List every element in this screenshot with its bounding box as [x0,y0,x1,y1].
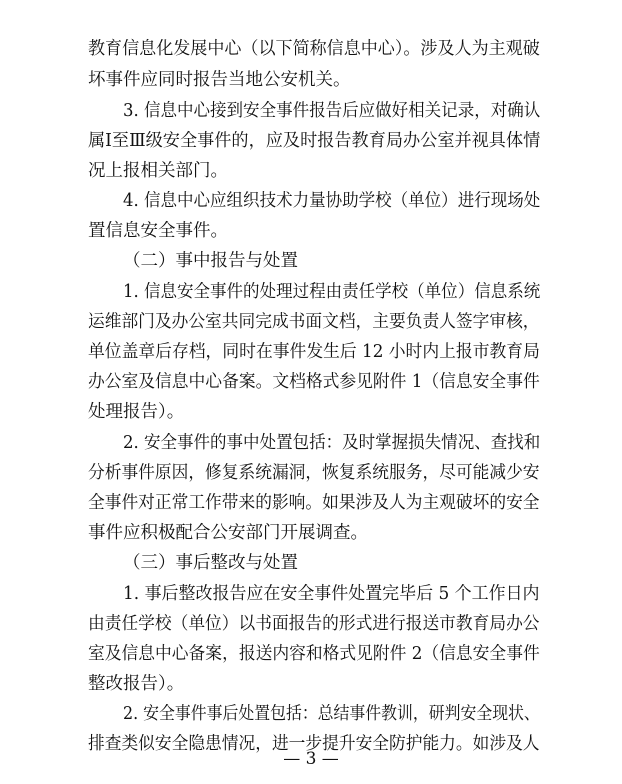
text-line: 3. 信息中心接到安全事件报告后应做好相关记录，对确认 [123,101,541,121]
text-line: 4. 信息中心应组织技术力量协助学校（单位）进行现场处 [123,191,541,211]
text-line: 排查类似安全隐患情况，进一步提升安全防护能力。如涉及人 [88,734,540,754]
text-line: 况上报相关部门。 [88,161,228,181]
text-line: 整改报告）。 [88,674,185,694]
text-line: 事件应积极配合公安部门开展调查。 [88,523,368,543]
text-line: 坏事件应同时报告当地公安机关。 [88,70,351,90]
section-heading: （二）事中报告与处置 [123,251,298,271]
page-number: — 3 — [283,749,339,769]
text-line: 2. 安全事件的事中处置包括：及时掌握损失情况、查找和 [123,433,541,453]
text-line: 室及信息中心备案，报送内容和格式见附件 2（信息安全事件 [88,644,540,664]
text-line: 置信息安全事件。 [88,221,228,241]
text-line: 处理报告）。 [88,402,185,422]
text-line: 1. 事后整改报告应在安全事件处置完毕后 5 个工作日内 [123,584,540,604]
text-line: 属Ⅰ至Ⅲ级安全事件的，应及时报告教育局办公室并视具体情 [88,131,541,151]
text-line: 由责任学校（单位）以书面报告的形式进行报送市教育局办公 [88,614,540,634]
text-line: 全事件对正常工作带来的影响。如果涉及人为主观破坏的安全 [88,493,540,513]
text-line: 教育信息化发展中心（以下简称信息中心）。涉及人为主观破 [88,39,540,59]
text-line: 2. 安全事件事后处置包括：总结事件教训，研判安全现状、 [123,704,540,724]
text-line: 单位盖章后存档，同时在事件发生后 12 小时内上报市教育局 [88,342,540,362]
text-line: 1. 信息安全事件的处理过程由责任学校（单位）信息系统 [123,282,541,302]
text-line: 运维部门及办公室共同完成书面文档，主要负责人签字审核， [88,312,540,332]
text-line: 办公室及信息中心备案。文档格式参见附件 1（信息安全事件 [88,372,540,392]
text-line: 分析事件原因，修复系统漏洞，恢复系统服务，尽可能减少安 [88,463,540,483]
section-heading: （三）事后整改与处置 [123,553,298,573]
